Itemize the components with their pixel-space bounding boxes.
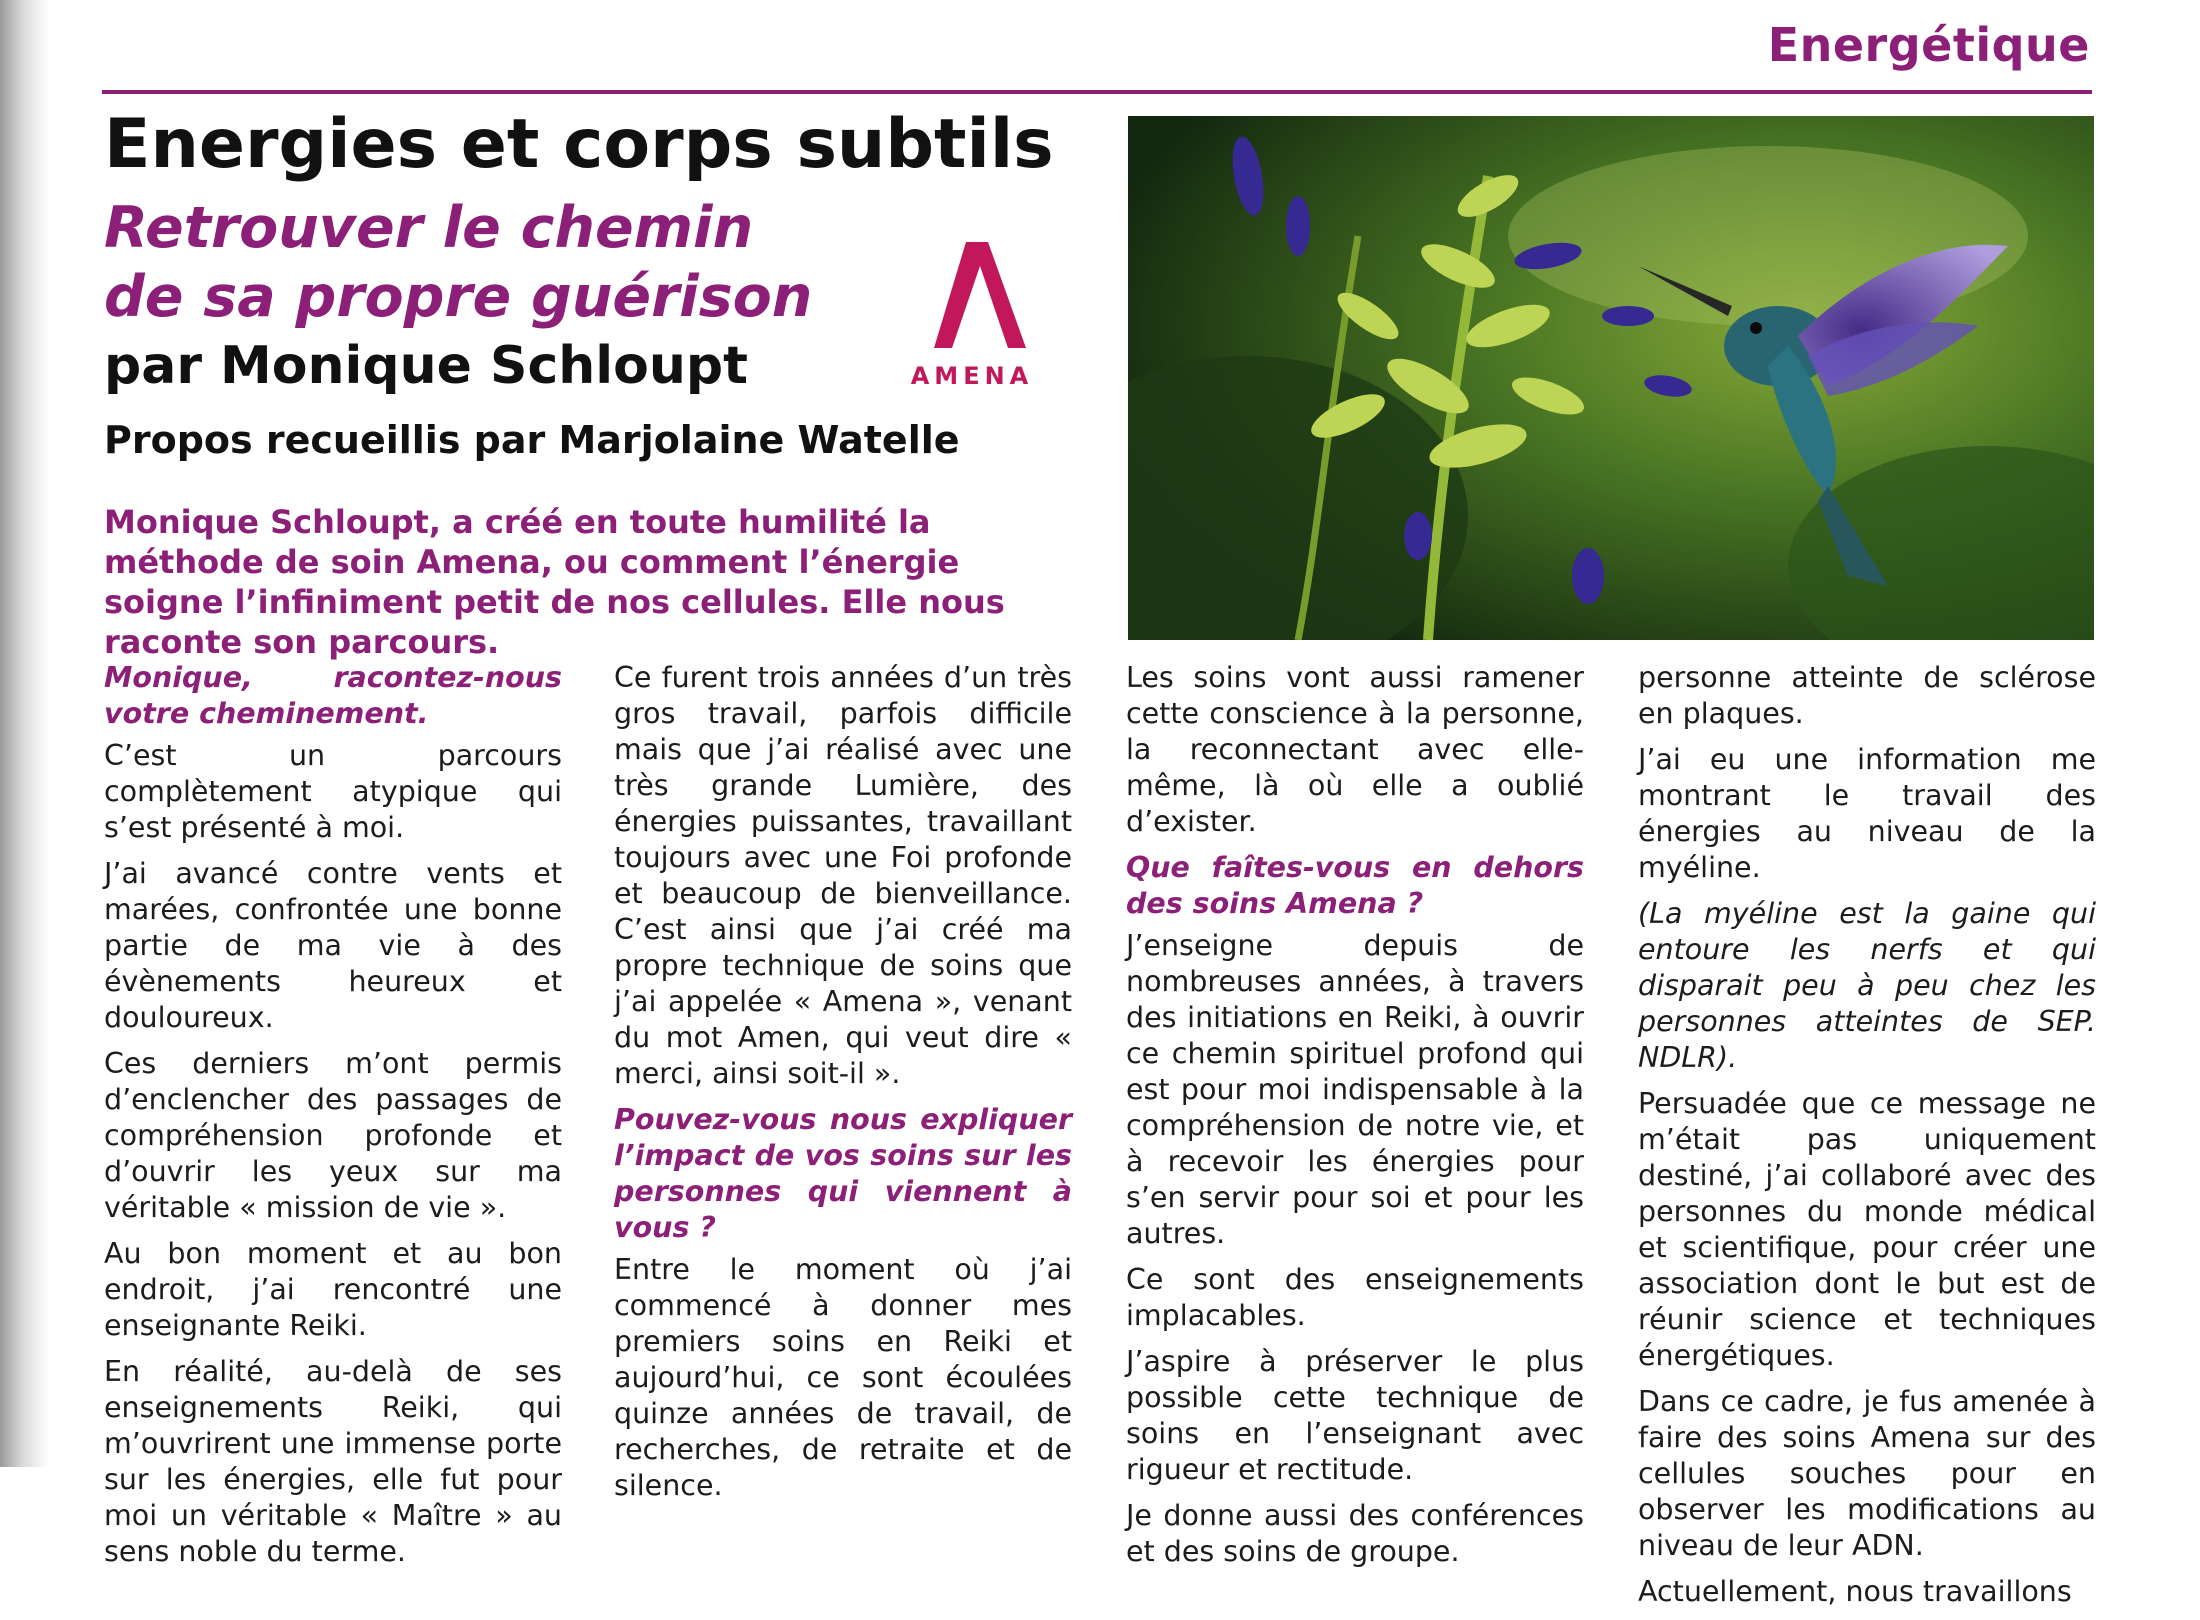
column-paragraph: Je donne aussi des conférences et des soins de groupe.: [1126, 1499, 1584, 1568]
amena-logo-text: AMENA: [910, 362, 1034, 390]
column-paragraph: personne atteinte de sclérose en plaques.: [1638, 661, 2096, 730]
column-paragraph: J’aspire à préserver le plus possible cette technique de soins en l’enseignant avec rigueur et rectitude.: [1126, 1345, 1584, 1486]
editor-note: (La myéline est la gaine qui entoure les nerfs et qui disparait peu à peu chez les personnes atteintes de SEP. NDLR).: [1638, 897, 2096, 1074]
article-column-1: [104, 660, 562, 1580]
column-paragraph: Les soins vont aussi ramener cette conscience à la personne, la reconnectant avec elle-même, là où elle a oublié d’exister.: [1126, 661, 1584, 838]
hummingbird-illustration: [1128, 116, 2094, 640]
article-column-2: [614, 660, 1072, 1514]
column-paragraph: En réalité, au-delà de ses enseignements Reiki, qui m’ouvrirent une immense porte sur les énergies, elle fut pour moi un véritable « Maître » au sens noble du terme.: [104, 1355, 562, 1568]
article-subtitle: [104, 194, 812, 332]
article-column-4: [1638, 660, 2096, 1620]
column-paragraph: Ce sont des enseignements implacables.: [1126, 1263, 1584, 1332]
column-paragraph: J’enseigne depuis de nombreuses années, à travers des initiations en Reiki, à ouvrir ce chemin spirituel profond qui est pour moi indispensable à la compréhension de notre vie, et à recevoir les énergies pour s’en servir pour soi et pour les autres.: [1126, 929, 1584, 1250]
interview-question: Que faîtes-vous en dehors des soins Amena ?: [1126, 851, 1584, 920]
article-column-3: [1126, 660, 1584, 1580]
article-title: Energies et corps subtils: [104, 105, 1054, 184]
page-gutter-shadow: [0, 0, 50, 1467]
interview-question: Monique, racontez-nous votre cheminement.: [104, 661, 562, 730]
column-paragraph: C’est un parcours complètement atypique qui s’est présenté à moi.: [104, 739, 562, 844]
column-paragraph: Dans ce cadre, je fus amenée à faire des soins Amena sur des cellules souches pour en observer les modifications au niveau de leur ADN.: [1638, 1385, 2096, 1562]
article-lead: Monique Schloupt, a créé en toute humilité la méthode de soin Amena, ou comment l’énergie soigne l’infiniment petit de nos cellules. Elle nous raconte son parcours.: [104, 503, 1005, 661]
amena-logo: [892, 242, 1052, 392]
column-paragraph: Au bon moment et au bon endroit, j’ai rencontré une enseignante Reiki.: [104, 1237, 562, 1342]
interview-question: Pouvez-vous nous expliquer l’impact de vos soins sur les personnes qui viennent à vous ?: [614, 1103, 1072, 1244]
subtitle-line-1: Retrouver le chemin: [104, 195, 754, 261]
column-paragraph: Persuadée que ce message ne m’était pas uniquement destiné, j’ai collaboré avec des personnes du monde médical et scientifique, pour créer une association dont le but est de réunir science et techniques énergétiques.: [1638, 1087, 2096, 1372]
header-rule: [102, 90, 2092, 94]
article-author: par Monique Schloupt: [104, 336, 748, 396]
subtitle-line-2: de sa propre guérison: [104, 264, 813, 330]
amena-logo-mark: [918, 242, 1026, 348]
column-paragraph: J’ai avancé contre vents et marées, confrontée une bonne partie de ma vie à des évènements heureux et douloureux.: [104, 857, 562, 1034]
hummingbird-photo: [1128, 116, 2094, 640]
article-interviewer: Propos recueillis par Marjolaine Watelle: [104, 418, 960, 462]
column-paragraph: Entre le moment où j’ai commencé à donner mes premiers soins en Reiki et aujourd’hui, ce sont écoulées quinze années de travail, de recherches, de retraite et de silence.: [614, 1253, 1072, 1502]
column-paragraph: Ces derniers m’ont permis d’enclencher des passages de compréhension profonde et d’ouvrir les yeux sur ma véritable « mission de vie ».: [104, 1047, 562, 1224]
column-paragraph: J’ai eu une information me montrant le travail des énergies au niveau de la myéline.: [1638, 743, 2096, 884]
section-label: Energétique: [1767, 18, 2090, 72]
column-paragraph: Ce furent trois années d’un très gros travail, parfois difficile mais que j’ai réalisé avec une très grande Lumière, des énergies puissantes, travaillant toujours avec une Foi profonde et beaucoup de bienveillance. C’est ainsi que j’ai créé ma propre technique de soins que j’ai appelée « Amena », venant du mot Amen, qui veut dire « merci, ainsi soit-il ».: [614, 661, 1072, 1090]
column-paragraph: Actuellement, nous travaillons: [1638, 1575, 2072, 1608]
